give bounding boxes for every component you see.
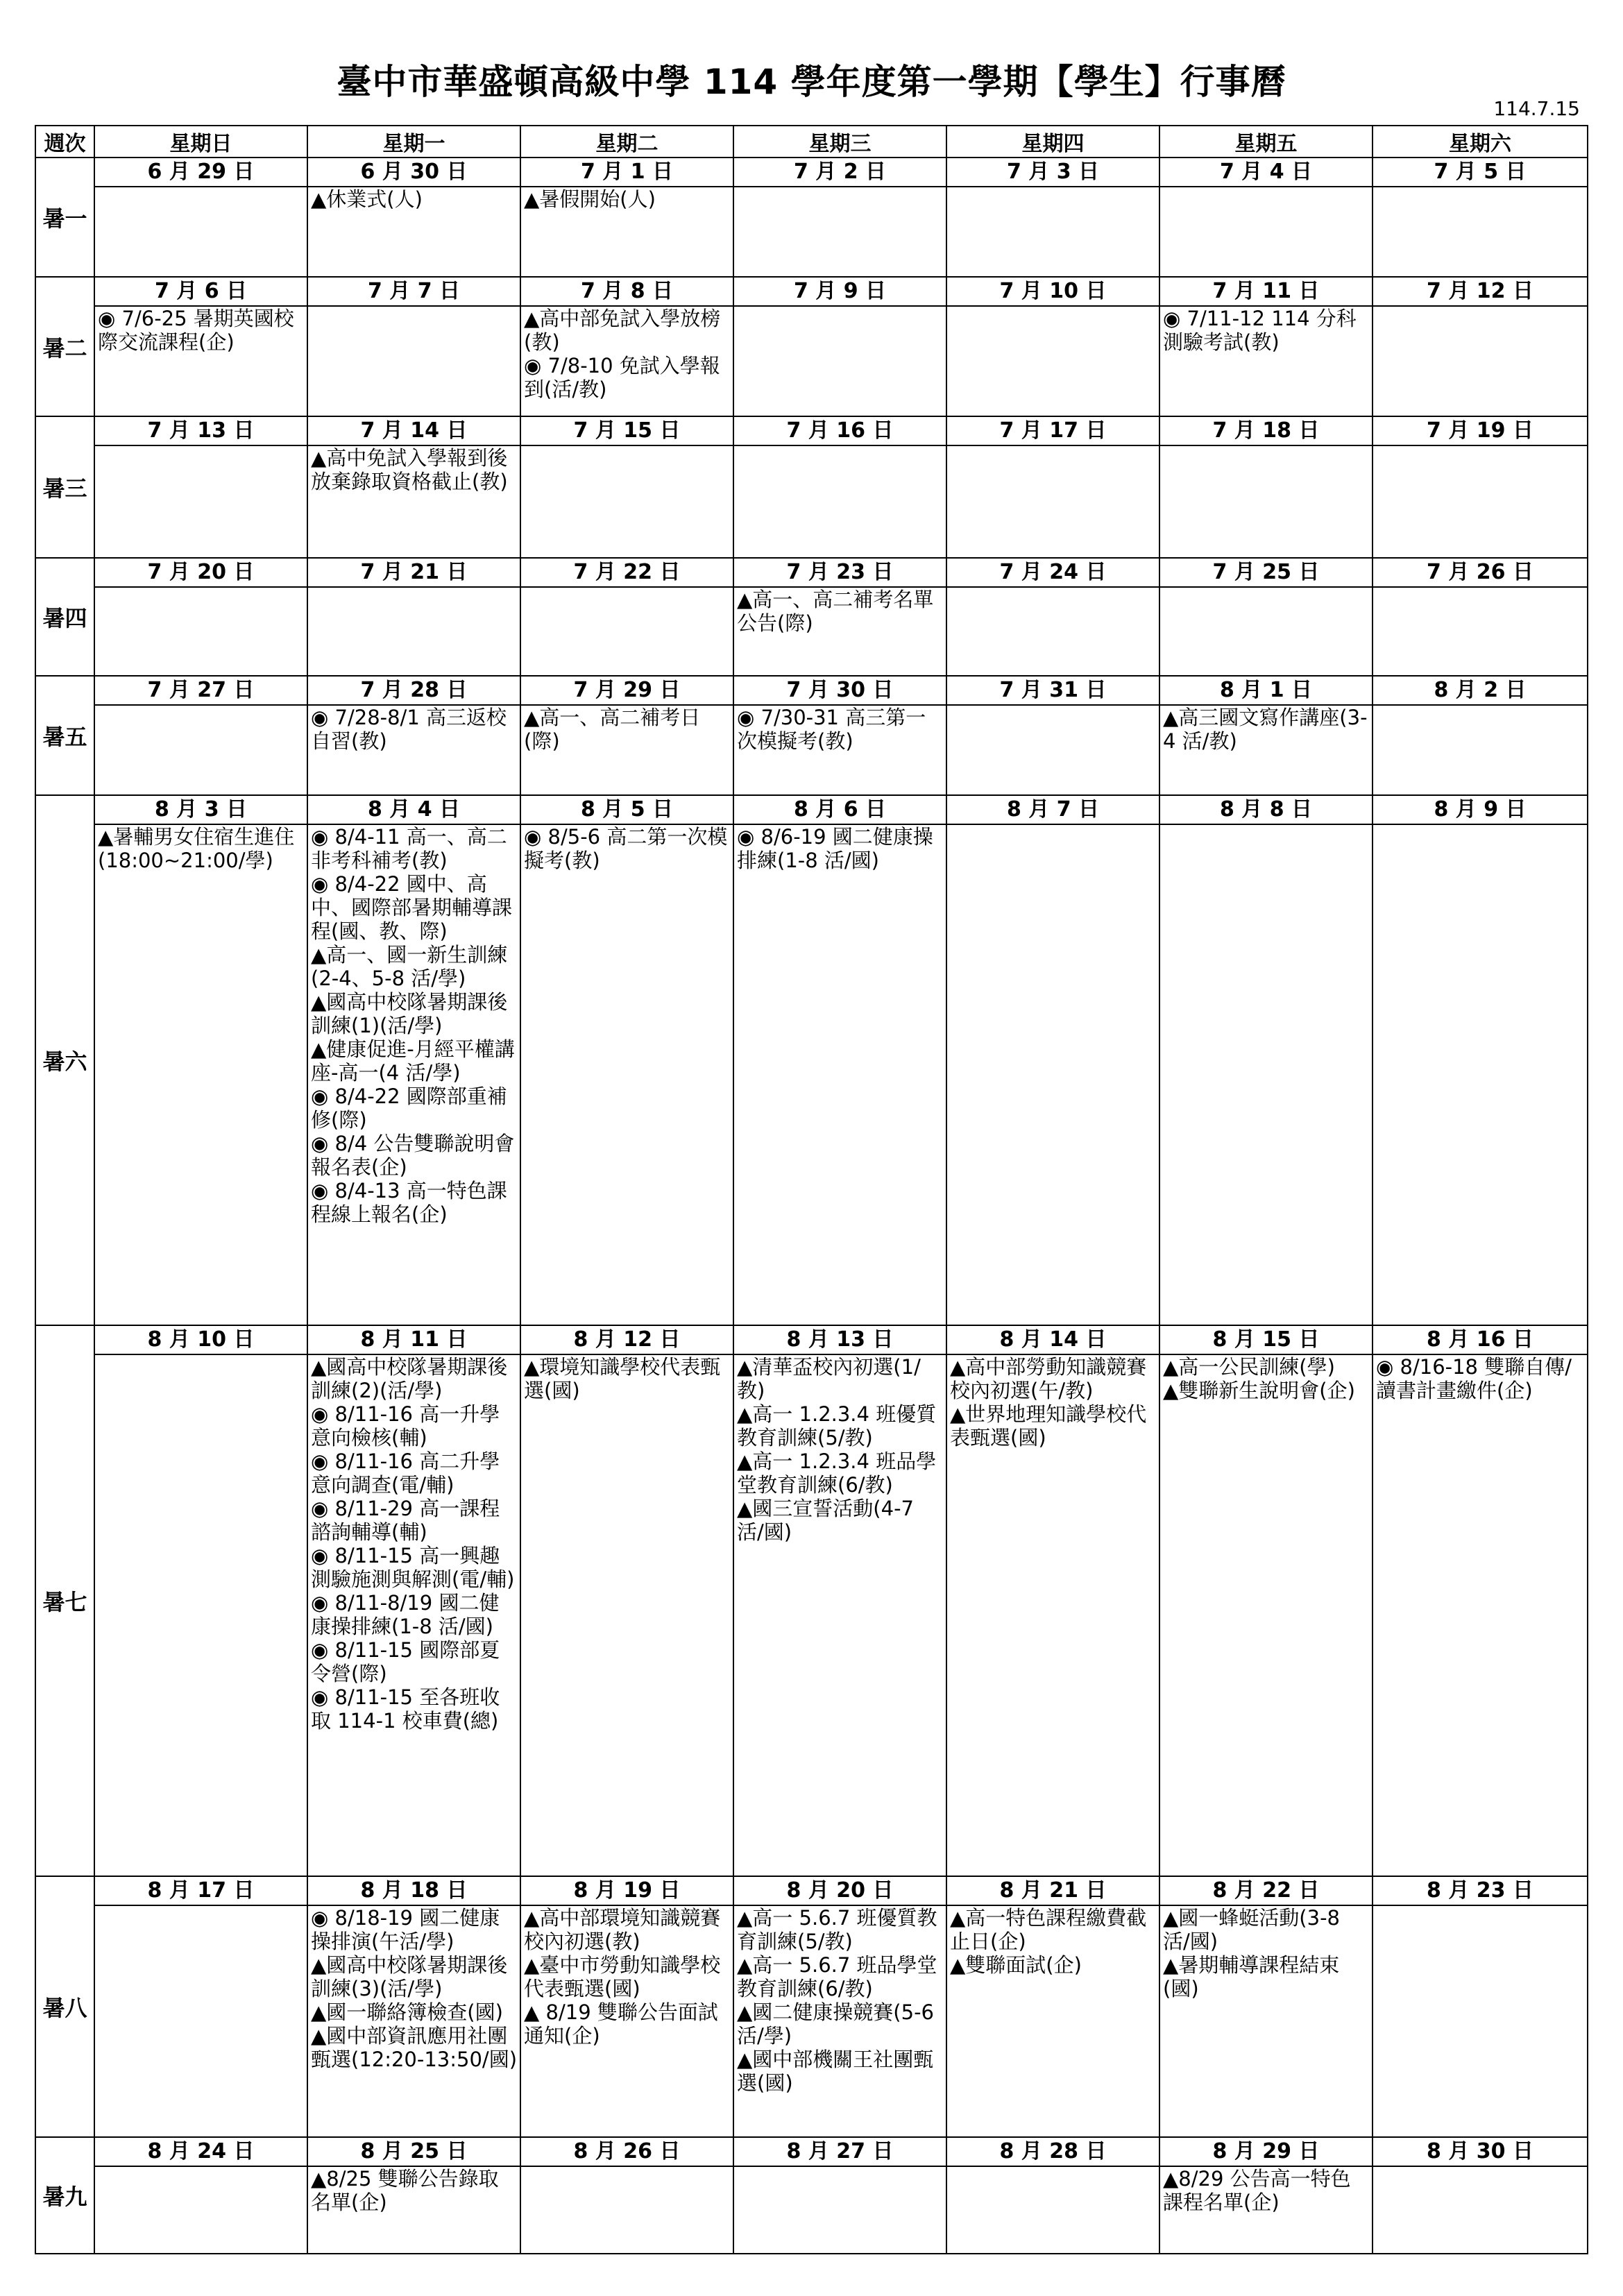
day-date: 8 月 10 日 (94, 1325, 307, 1354)
week-events-row (35, 824, 1588, 1325)
day-events (733, 187, 946, 277)
event-item: ▲國二健康操競賽(5-6 活/學) (737, 2000, 934, 2048)
day-events (94, 187, 307, 277)
week-events-row (35, 1905, 1588, 2137)
event-item: ▲8/25 雙聯公告錄取名單(企) (311, 2167, 499, 2214)
event-item: ◉ 7/6-25 暑期英國校際交流課程(企) (98, 307, 294, 354)
day-date: 7 月 11 日 (1159, 277, 1373, 306)
event-item: ▲高一、高二補考日(際) (524, 706, 701, 753)
header-thursday: 星期四 (946, 126, 1159, 158)
week-events-row (35, 2166, 1588, 2254)
week-label: 暑二 (35, 277, 94, 416)
day-date: 8 月 12 日 (520, 1325, 733, 1354)
header-monday: 星期一 (307, 126, 520, 158)
day-events (94, 587, 307, 676)
event-item: ▲高一、國一新生訓練(2-4、5-8 活/學) (311, 943, 508, 990)
week-events-row (35, 1354, 1588, 1876)
day-date: 8 月 30 日 (1373, 2137, 1588, 2166)
day-date: 7 月 15 日 (520, 416, 733, 445)
day-events (94, 705, 307, 795)
event-item: ◉ 8/4-22 國中、高中、國際部暑期輔導課程(國、教、際) (311, 872, 513, 943)
day-date: 8 月 8 日 (1159, 795, 1373, 824)
event-item: ▲世界地理知識學校代表甄選(國) (950, 1402, 1147, 1449)
day-date: 7 月 8 日 (520, 277, 733, 306)
day-date: 8 月 13 日 (733, 1325, 946, 1354)
header-week: 週次 (35, 126, 94, 158)
event-item: ▲高三國文寫作講座(3-4 活/教) (1163, 706, 1368, 753)
day-events (94, 1905, 307, 2137)
event-item: ◉ 8/11-16 高一升學意向檢核(輔) (311, 1402, 500, 1449)
day-date: 8 月 26 日 (520, 2137, 733, 2166)
day-date: 8 月 25 日 (307, 2137, 520, 2166)
event-item: ▲高一、高二補考名單公告(際) (737, 588, 934, 635)
day-events (307, 587, 520, 676)
event-item: ▲高中部勞動知識競賽校內初選(午/教) (950, 1355, 1147, 1402)
week-events-row (35, 445, 1588, 558)
day-date: 8 月 24 日 (94, 2137, 307, 2166)
event-item: ▲暑期輔導課程結束(國) (1163, 1953, 1340, 2000)
day-date: 6 月 29 日 (94, 158, 307, 187)
day-events (1159, 306, 1373, 416)
event-item: ▲清華盃校內初選(1/教) (737, 1355, 921, 1402)
event-item: ◉ 8/5-6 高二第一次模擬考(教) (524, 825, 728, 872)
event-item: ▲國高中校隊暑期課後訓練(1)(活/學) (311, 990, 508, 1037)
day-date: 7 月 6 日 (94, 277, 307, 306)
revision-date: 114.7.15 (1493, 97, 1580, 120)
event-item: ◉ 8/11-15 至各班收取 114-1 校車費(總) (311, 1685, 500, 1733)
day-date: 8 月 18 日 (307, 1876, 520, 1905)
day-date: 7 月 3 日 (946, 158, 1159, 187)
event-item: ◉ 8/18-19 國二健康操排演(午活/學) (311, 1906, 500, 1953)
week-label: 暑九 (35, 2137, 94, 2254)
day-date: 7 月 16 日 (733, 416, 946, 445)
day-date: 7 月 30 日 (733, 676, 946, 705)
day-events (946, 306, 1159, 416)
day-events (1159, 2166, 1373, 2254)
event-item: ▲高一 5.6.7 班優質教育訓練(5/教) (737, 1906, 937, 1953)
day-events (1159, 1905, 1373, 2137)
event-item: ▲健康促進-月經平權講座-高一(4 活/學) (311, 1037, 515, 1085)
week-label: 暑五 (35, 676, 94, 795)
day-date: 8 月 1 日 (1159, 676, 1373, 705)
day-date: 7 月 4 日 (1159, 158, 1373, 187)
event-item: ▲環境知識學校代表甄選(國) (524, 1355, 721, 1402)
week-date-row (35, 416, 1588, 445)
day-date: 7 月 28 日 (307, 676, 520, 705)
day-date: 8 月 21 日 (946, 1876, 1159, 1905)
week-events-row (35, 705, 1588, 795)
day-events (94, 824, 307, 1325)
event-item: ◉ 8/4-11 高一、高二非考科補考(教) (311, 825, 507, 872)
day-events (946, 824, 1159, 1325)
week-date-row (35, 2137, 1588, 2166)
event-item: ◉ 8/11-29 高一課程諮詢輔導(輔) (311, 1497, 500, 1544)
day-events (733, 705, 946, 795)
day-events (946, 187, 1159, 277)
day-events (733, 824, 946, 1325)
week-events-row (35, 306, 1588, 416)
day-events (520, 1905, 733, 2137)
event-item: ▲暑假開始(人) (524, 187, 656, 211)
event-item: ◉ 8/4 公告雙聯說明會報名表(企) (311, 1132, 515, 1179)
event-item: ▲雙聯面試(企) (950, 1953, 1082, 1977)
day-events (1373, 1905, 1588, 2137)
day-date: 8 月 17 日 (94, 1876, 307, 1905)
day-events (1373, 2166, 1588, 2254)
event-item: ◉ 7/28-8/1 高三返校自習(教) (311, 706, 507, 753)
day-date: 8 月 29 日 (1159, 2137, 1373, 2166)
day-date: 7 月 25 日 (1159, 558, 1373, 587)
day-events (1373, 824, 1588, 1325)
day-events (520, 824, 733, 1325)
day-date: 8 月 2 日 (1373, 676, 1588, 705)
day-date: 8 月 20 日 (733, 1876, 946, 1905)
day-date: 7 月 9 日 (733, 277, 946, 306)
day-date: 7 月 10 日 (946, 277, 1159, 306)
event-item: ▲ 8/19 雙聯公告面試通知(企) (524, 2000, 718, 2048)
day-events (307, 1354, 520, 1876)
day-events (307, 705, 520, 795)
event-item: ▲休業式(人) (311, 187, 423, 211)
day-events (94, 445, 307, 558)
day-events (1373, 1354, 1588, 1876)
event-item: ▲國高中校隊暑期課後訓練(3)(活/學) (311, 1953, 508, 2000)
day-events (946, 587, 1159, 676)
event-item: ▲8/29 公告高一特色課程名單(企) (1163, 2167, 1351, 2214)
event-item: ▲國中部機關王社團甄選(國) (737, 2048, 934, 2095)
event-item: ▲高一 5.6.7 班品學堂教育訓練(6/教) (737, 1953, 937, 2000)
day-date: 6 月 30 日 (307, 158, 520, 187)
day-date: 8 月 6 日 (733, 795, 946, 824)
week-events-row (35, 187, 1588, 277)
day-date: 8 月 19 日 (520, 1876, 733, 1905)
page-title: 臺中市華盛頓高級中學 114 學年度第一學期【學生】行事曆 (337, 62, 1286, 102)
day-events (1159, 187, 1373, 277)
day-date: 7 月 13 日 (94, 416, 307, 445)
week-date-row (35, 1876, 1588, 1905)
week-date-row (35, 676, 1588, 705)
header-friday: 星期五 (1159, 126, 1373, 158)
day-events (94, 1354, 307, 1876)
week-label: 暑四 (35, 558, 94, 676)
event-item: ▲高一 1.2.3.4 班優質教育訓練(5/教) (737, 1402, 937, 1449)
event-item: ▲高中免試入學報到後放棄錄取資格截止(教) (311, 446, 508, 493)
event-item: ◉ 8/16-18 雙聯自傳/讀書計畫繳件(企) (1376, 1355, 1572, 1402)
event-item: ▲高中部免試入學放榜(教) (524, 307, 721, 354)
day-events (94, 306, 307, 416)
header-sunday: 星期日 (94, 126, 307, 158)
day-date: 7 月 12 日 (1373, 277, 1588, 306)
day-date: 8 月 4 日 (307, 795, 520, 824)
week-events-row (35, 587, 1588, 676)
day-date: 7 月 26 日 (1373, 558, 1588, 587)
event-item: ◉ 7/8-10 免試入學報到(活/教) (524, 354, 720, 401)
event-item: ◉ 8/11-8/19 國二健康操排練(1-8 活/國) (311, 1591, 500, 1638)
week-date-row (35, 558, 1588, 587)
day-events (520, 587, 733, 676)
event-item: ▲國中部資訊應用社團甄選(12:20-13:50/國) (311, 2024, 518, 2071)
event-item: ◉ 8/4-13 高一特色課程線上報名(企) (311, 1179, 507, 1226)
day-date: 7 月 1 日 (520, 158, 733, 187)
day-date: 7 月 23 日 (733, 558, 946, 587)
day-date: 8 月 16 日 (1373, 1325, 1588, 1354)
header-wednesday: 星期三 (733, 126, 946, 158)
day-events (1373, 587, 1588, 676)
header-row (35, 126, 1588, 158)
event-item: ▲高一 1.2.3.4 班品學堂教育訓練(6/教) (737, 1449, 937, 1497)
day-date: 7 月 24 日 (946, 558, 1159, 587)
day-events (733, 306, 946, 416)
event-item: ▲臺中市勞動知識學校代表甄選(國) (524, 1953, 721, 2000)
day-events (1159, 587, 1373, 676)
event-item: ◉ 8/11-16 高二升學意向調查(電/輔) (311, 1449, 500, 1497)
day-date: 8 月 15 日 (1159, 1325, 1373, 1354)
week-label: 暑八 (35, 1876, 94, 2137)
day-events (946, 1905, 1159, 2137)
week-label: 暑三 (35, 416, 94, 558)
event-item: ◉ 8/4-22 國際部重補修(際) (311, 1085, 507, 1132)
day-events (1159, 445, 1373, 558)
day-date: 7 月 29 日 (520, 676, 733, 705)
day-date: 8 月 5 日 (520, 795, 733, 824)
day-events (307, 824, 520, 1325)
event-item: ◉ 8/11-15 國際部夏令營(際) (311, 1638, 500, 1685)
day-date: 8 月 14 日 (946, 1325, 1159, 1354)
day-events (307, 2166, 520, 2254)
day-events (1159, 1354, 1373, 1876)
event-item: ▲國一蜂蜓活動(3-8 活/國) (1163, 1906, 1340, 1953)
event-item: ▲高中部環境知識競賽校內初選(教) (524, 1906, 721, 1953)
day-events (946, 445, 1159, 558)
event-item: ▲國高中校隊暑期課後訓練(2)(活/學) (311, 1355, 508, 1402)
day-events (946, 2166, 1159, 2254)
day-date: 8 月 22 日 (1159, 1876, 1373, 1905)
day-date: 8 月 23 日 (1373, 1876, 1588, 1905)
event-item: ▲高一公民訓練(學) (1163, 1355, 1335, 1379)
week-label: 暑一 (35, 158, 94, 277)
day-date: 7 月 7 日 (307, 277, 520, 306)
day-date: 7 月 14 日 (307, 416, 520, 445)
event-item: ▲國一聯絡簿檢查(國) (311, 2000, 503, 2024)
event-item: ▲國三宣誓活動(4-7 活/國) (737, 1497, 914, 1544)
header-tuesday: 星期二 (520, 126, 733, 158)
event-item: ◉ 7/11-12 114 分科測驗考試(教) (1163, 307, 1357, 354)
event-item: ▲暑輔男女住宿生進住(18:00~21:00/學) (98, 825, 295, 872)
day-events (1159, 824, 1373, 1325)
day-events (733, 587, 946, 676)
day-date: 7 月 2 日 (733, 158, 946, 187)
day-events (1373, 705, 1588, 795)
event-item: ◉ 7/30-31 高三第一次模擬考(教) (737, 706, 926, 753)
day-date: 7 月 18 日 (1159, 416, 1373, 445)
day-date: 7 月 20 日 (94, 558, 307, 587)
event-item: ◉ 8/11-15 高一興趣測驗施測與解測(電/輔) (311, 1544, 515, 1591)
week-date-row (35, 158, 1588, 187)
day-events (733, 2166, 946, 2254)
event-item: ▲雙聯新生說明會(企) (1163, 1379, 1355, 1402)
day-events (520, 187, 733, 277)
day-date: 7 月 5 日 (1373, 158, 1588, 187)
calendar-table (35, 125, 1588, 2254)
day-events (307, 187, 520, 277)
day-events (1373, 445, 1588, 558)
day-date: 7 月 17 日 (946, 416, 1159, 445)
week-label: 暑七 (35, 1325, 94, 1876)
day-events (307, 1905, 520, 2137)
header-saturday: 星期六 (1373, 126, 1588, 158)
day-events (1159, 705, 1373, 795)
day-events (520, 1354, 733, 1876)
week-date-row (35, 277, 1588, 306)
day-date: 8 月 7 日 (946, 795, 1159, 824)
day-date: 8 月 27 日 (733, 2137, 946, 2166)
day-date: 7 月 31 日 (946, 676, 1159, 705)
week-label: 暑六 (35, 795, 94, 1325)
day-events (520, 445, 733, 558)
day-events (94, 2166, 307, 2254)
day-events (1373, 306, 1588, 416)
event-item: ▲高一特色課程繳費截止日(企) (950, 1906, 1147, 1953)
day-date: 8 月 28 日 (946, 2137, 1159, 2166)
day-events (733, 445, 946, 558)
day-events (733, 1354, 946, 1876)
day-date: 8 月 3 日 (94, 795, 307, 824)
day-date: 7 月 27 日 (94, 676, 307, 705)
day-date: 8 月 9 日 (1373, 795, 1588, 824)
day-events (1373, 187, 1588, 277)
day-events (307, 306, 520, 416)
day-date: 7 月 19 日 (1373, 416, 1588, 445)
event-item: ◉ 8/6-19 國二健康操排練(1-8 活/國) (737, 825, 933, 872)
week-date-row (35, 1325, 1588, 1354)
day-events (946, 1354, 1159, 1876)
day-events (307, 445, 520, 558)
day-events (520, 306, 733, 416)
day-date: 8 月 11 日 (307, 1325, 520, 1354)
week-date-row (35, 795, 1588, 824)
day-events (733, 1905, 946, 2137)
day-events (520, 705, 733, 795)
day-events (946, 705, 1159, 795)
day-date: 7 月 22 日 (520, 558, 733, 587)
day-date: 7 月 21 日 (307, 558, 520, 587)
day-events (520, 2166, 733, 2254)
